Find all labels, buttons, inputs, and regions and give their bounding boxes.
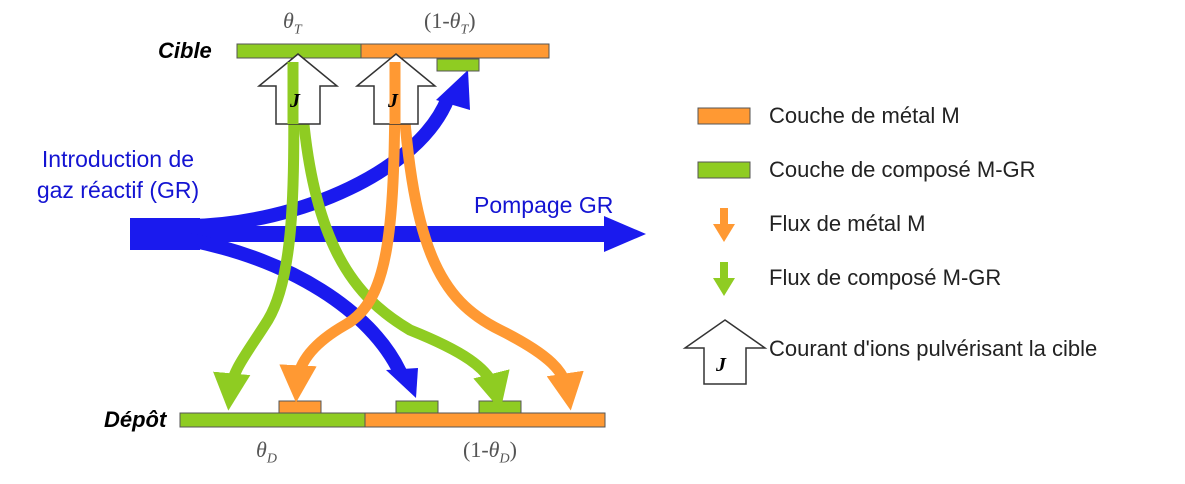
theta-t-symbol: θ xyxy=(283,8,294,33)
substrate-compound-island-2 xyxy=(479,401,521,413)
legend-metal-swatch xyxy=(698,108,750,124)
one-minus-theta-d-suffix: ) xyxy=(509,437,517,462)
theta-d-symbol-2: θ xyxy=(488,437,500,462)
legend-ion-current-j: J xyxy=(716,354,726,376)
substrate-compound-layer xyxy=(180,413,365,427)
legend-metal-flux-arrow-icon xyxy=(713,208,735,242)
legend-compound-flux-text: Flux de composé M-GR xyxy=(769,265,1002,290)
gas-introduction-line2: gaz réactif (GR) xyxy=(36,177,200,203)
one-minus-theta-t-suffix: ) xyxy=(468,8,476,33)
pumping-label: Pompage GR xyxy=(474,192,614,218)
target-compound-island xyxy=(437,59,479,71)
one-minus-theta-d-label xyxy=(463,437,517,467)
legend-ion-current-text: Courant d'ions pulvérisant la cible xyxy=(769,336,1098,361)
ion-current-left-j: J xyxy=(290,90,300,112)
theta-t-subscript: T xyxy=(293,22,302,38)
ion-current-right-j: J xyxy=(388,90,398,112)
theta-d-label xyxy=(256,437,277,467)
theta-d-symbol: θ xyxy=(256,437,267,462)
substrate xyxy=(180,401,605,427)
gas-pumping-arrowhead xyxy=(604,216,646,252)
target-metal-layer xyxy=(361,44,549,58)
legend-compound-layer-text: Couche de composé M-GR xyxy=(769,157,1036,182)
substrate-metal-island xyxy=(279,401,321,413)
one-minus-theta-d-prefix: (1- xyxy=(463,437,489,462)
gas-arrowhead-to-substrate xyxy=(386,368,418,398)
one-minus-theta-t-label xyxy=(424,8,476,38)
gas-pumping-shaft xyxy=(190,226,610,242)
substrate-label: Dépôt xyxy=(104,407,167,432)
legend-metal-flux-text: Flux de métal M xyxy=(769,211,926,236)
theta-t-symbol-2: θ xyxy=(449,8,461,33)
legend-metal-layer-text: Couche de métal M xyxy=(769,103,960,128)
theta-t-label xyxy=(283,8,302,38)
gas-introduction-label xyxy=(18,144,218,206)
legend-graphics xyxy=(685,108,765,384)
theta-t-subscript-2: T xyxy=(460,22,469,38)
theta-d-subscript-2: D xyxy=(499,451,510,467)
legend-compound-swatch xyxy=(698,162,750,178)
substrate-compound-island-1 xyxy=(396,401,438,413)
substrate-metal-layer xyxy=(365,413,605,427)
target-label: Cible xyxy=(158,38,212,63)
gas-introduction-line1: Introduction de xyxy=(41,146,195,172)
one-minus-theta-t-prefix: (1- xyxy=(424,8,450,33)
legend-compound-flux-arrow-icon xyxy=(713,262,735,296)
theta-d-subscript: D xyxy=(266,451,277,467)
